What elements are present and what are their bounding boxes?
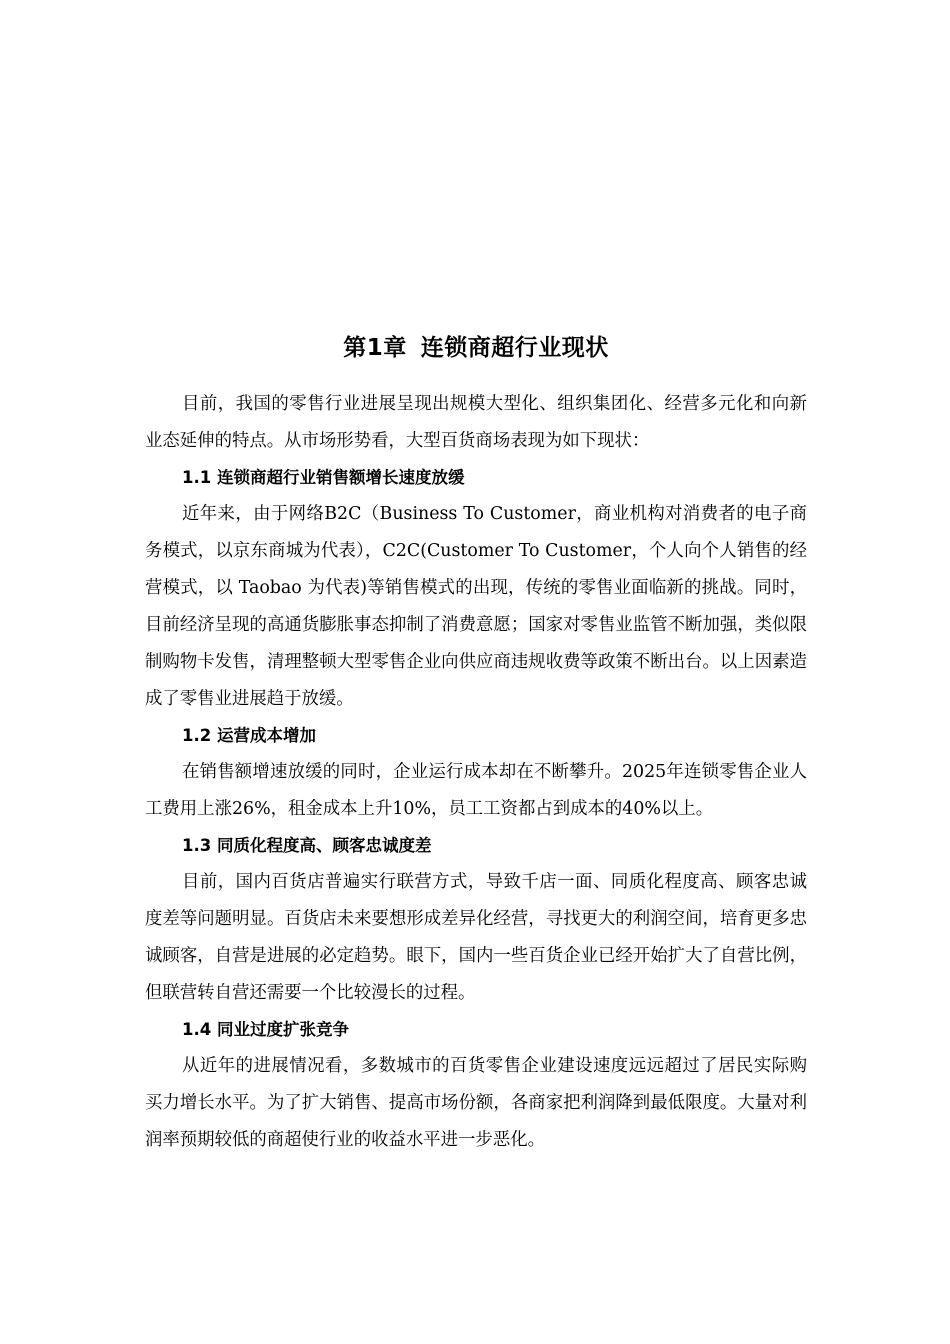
section-paragraph-1-3: 目前，国内百货店普遍实行联营方式，导致千店一面、同质化程度高、顾客忠诚度差等问题明显。百货店未来要想形成差异化经营，寻找更大的利润空间，培育更多忠诚顾客，自营是进展的必定趋势。眼下，国内一些百货企业已经开始扩大了自营比例，但联营转自营还需要一个比较漫长的过程。 — [145, 872, 807, 1003]
section-heading-1-4: 1.4 同业过度扩张竞争 — [182, 1020, 349, 1039]
chapter-number: 第1章 — [343, 335, 407, 361]
intro-paragraph: 目前，我国的零售行业进展呈现出规模大型化、组织集团化、经营多元化和向新业态延伸的特点。从市场形势看，大型百货商场表现为如下现状： — [145, 394, 807, 451]
document-body — [145, 328, 807, 1159]
section-heading-1-1: 1.1 连锁商超行业销售额增长速度放缓 — [182, 468, 465, 487]
section-paragraph-1-1: 近年来，由于网络B2C（Business To Customer，商业机构对消费者的电子商务模式，以京东商城为代表），C2C(Customer To Customer，个人向个人销售的经营模式，以 Taobao 为代表)等销售模式的出现，传统的零售业面临新的挑战。同时，目前经济呈现的高通货膨胀事态抑制了消费意愿；国家对零售业监管不断加强，类似限制购物卡发售，清理整顿大型零售企业向供应商违规收费等政策不断出台。以上因素造成了零售业进展趋于放缓。 — [145, 504, 807, 709]
chapter-name: 连锁商超行业现状 — [420, 335, 609, 361]
section-paragraph-1-4: 从近年的进展情况看，多数城市的百货零售企业建设速度远远超过了居民实际购买力增长水平。为了扩大销售、提高市场份额，各商家把利润降到最低限度。大量对利润率预期较低的商超使行业的收益水平进一步恶化。 — [145, 1056, 807, 1150]
section-heading-1-2: 1.2 运营成本增加 — [182, 726, 316, 745]
chapter-title — [145, 328, 807, 368]
section-paragraph-1-2: 在销售额增速放缓的同时，企业运行成本却在不断攀升。2025年连锁零售企业人工费用上涨26%，租金成本上升10%，员工工资都占到成本的40%以上。 — [145, 762, 807, 819]
section-heading-1-3: 1.3 同质化程度高、顾客忠诚度差 — [182, 836, 432, 855]
